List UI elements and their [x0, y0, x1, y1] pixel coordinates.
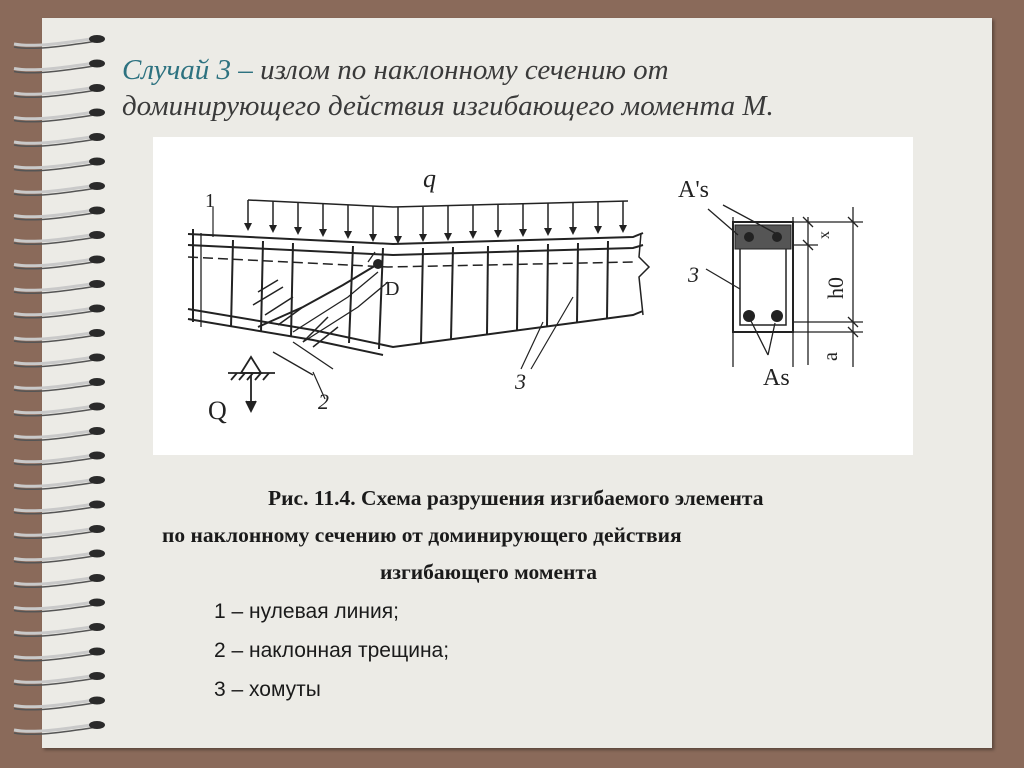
spiral-ring — [14, 648, 105, 661]
label-as-bottom: As — [763, 365, 790, 391]
spiral-ring — [14, 231, 105, 244]
legend-list — [214, 592, 449, 709]
spiral-ring — [14, 133, 105, 146]
beam-top-edge — [188, 233, 643, 244]
label-d: D — [385, 278, 400, 300]
spiral-ring — [14, 256, 105, 269]
point-d-dot — [373, 259, 383, 269]
label-h0: h0 — [823, 277, 848, 299]
title-line1: излом по наклонному сечению от — [260, 54, 669, 86]
spiral-ring — [14, 672, 105, 685]
stirrups — [231, 240, 608, 349]
spiral-ring — [14, 378, 105, 391]
case-label: Случай 3 – — [122, 54, 261, 86]
support — [228, 357, 275, 411]
spiral-ring — [14, 623, 105, 636]
beam-diagram — [153, 137, 913, 455]
cross-section — [733, 222, 793, 332]
label-as-top: A's — [678, 177, 709, 203]
label-q-force: Q — [208, 396, 227, 425]
spiral-binding — [0, 0, 120, 768]
label-1: 1 — [205, 190, 215, 212]
spiral-ring — [14, 280, 105, 293]
spiral-ring — [14, 207, 105, 220]
beam-bottom-edge — [188, 309, 643, 347]
caption-line1: Рис. 11.4. Схема разрушения изгибаемого элемента — [268, 486, 764, 510]
spiral-ring — [14, 599, 105, 612]
label-a: a — [820, 352, 842, 361]
spiral-ring — [14, 697, 105, 710]
spiral-ring — [14, 109, 105, 122]
beam-top-inner — [188, 245, 643, 255]
spiral-ring — [14, 60, 105, 73]
spiral-ring — [14, 501, 105, 514]
legend-item-3: 3 – хомуты — [214, 678, 321, 701]
neutral-line — [188, 257, 633, 267]
caption-line3: изгибающего момента — [380, 560, 598, 584]
beam-failure-figure — [153, 137, 913, 455]
spiral-ring — [14, 721, 105, 734]
caption-line2: по наклонному сечению от доминирующего действия — [162, 523, 682, 547]
legend-item-1: 1 – нулевая линия; — [214, 600, 399, 623]
beam-right-break — [639, 233, 649, 315]
spiral-ring — [14, 329, 105, 342]
slide-title — [122, 52, 922, 124]
label-3-section: 3 — [688, 262, 699, 287]
spiral-ring — [14, 354, 105, 367]
spiral-ring — [14, 452, 105, 465]
spiral-ring — [14, 403, 105, 416]
spiral-ring — [14, 305, 105, 318]
load-arrowheads — [244, 223, 627, 244]
legend-item-2: 2 – наклонная трещина; — [214, 639, 450, 662]
spiral-ring — [14, 574, 105, 587]
spiral-ring — [14, 35, 105, 48]
spiral-ring — [14, 550, 105, 563]
label-q: q — [423, 164, 436, 193]
distributed-load — [248, 200, 628, 242]
spiral-ring — [14, 182, 105, 195]
spiral-ring — [14, 427, 105, 440]
title-line2: доминирующего действия изгибающего момента М. — [122, 90, 774, 122]
spiral-ring — [14, 476, 105, 489]
label-2: 2 — [318, 389, 329, 414]
spiral-ring — [14, 84, 105, 97]
figure-caption — [150, 480, 1000, 591]
spiral-ring — [14, 158, 105, 171]
label-3-beam: 3 — [515, 369, 526, 394]
label-x: x — [816, 231, 833, 239]
spiral-ring — [14, 525, 105, 538]
